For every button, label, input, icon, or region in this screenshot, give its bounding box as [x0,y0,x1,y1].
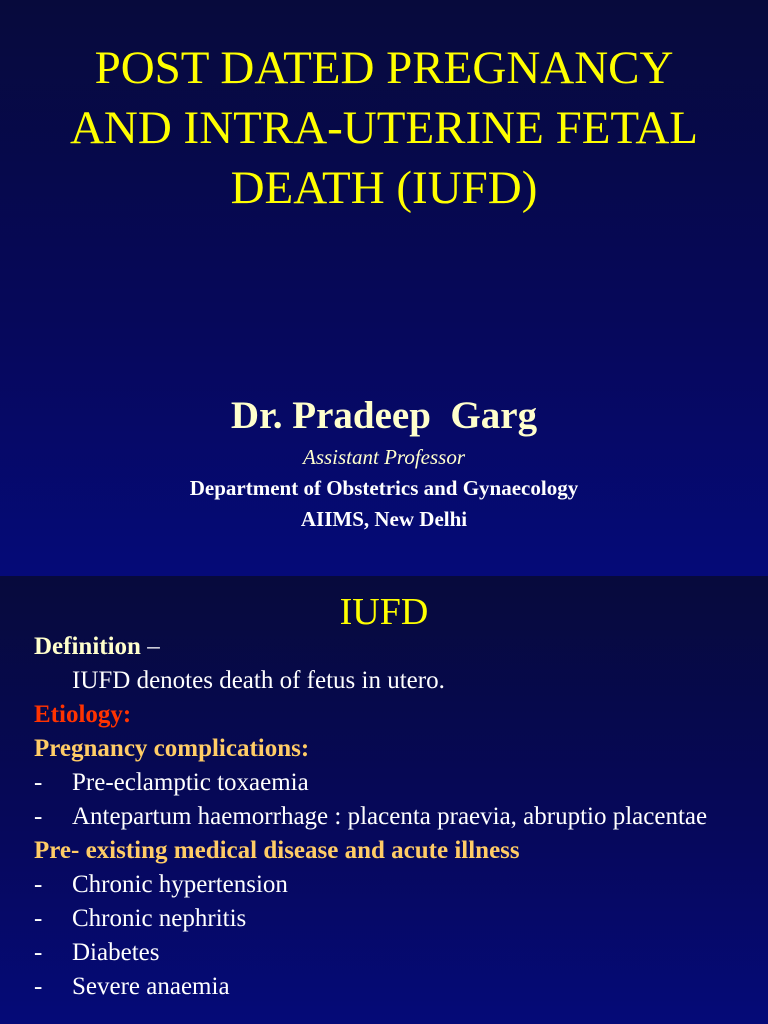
slide-body [34,630,728,1004]
list-item-text: Antepartum haemorrhage : placenta praevia, abruptio placentae [72,803,708,830]
slide-title [0,38,768,218]
definition-text: IUFD denotes death of fetus in utero. [72,667,445,694]
iufd-slide [0,576,768,1024]
list-item [34,868,728,902]
definition-label: Definition [34,633,141,660]
list-item [34,970,728,1004]
title-line-3: DEATH (IUFD) [230,162,538,214]
bullet-dash: - [34,803,43,830]
bullet-dash: - [34,905,43,932]
definition-line [34,630,728,664]
slide-title: IUFD [339,591,429,633]
list-item-text: Pre-eclamptic toxaemia [72,769,309,796]
medical-disease-heading: Pre- existing medical disease and acute illness [34,837,520,864]
department: Department of Obstetrics and Gynaecology [189,476,579,500]
list-item-text: Chronic hypertension [72,871,288,898]
etiology-heading: Etiology: [34,701,132,728]
title-line-2: AND INTRA-UTERINE FETAL [69,102,699,154]
definition-separator: – [140,633,160,660]
institution: AIIMS, New Delhi [300,507,468,531]
list-item-text: Diabetes [72,939,160,966]
author-role: Assistant Professor [303,445,465,469]
list-item [34,902,728,936]
pregnancy-complications-heading: Pregnancy complications: [34,735,310,762]
list-item [34,936,728,970]
bullet-dash: - [34,871,43,898]
bullet-dash: - [34,973,43,1000]
bullet-dash: - [34,939,43,966]
list-item-text: Severe anaemia [72,973,230,1000]
bullet-dash: - [34,769,43,796]
list-item [34,800,728,834]
list-item-text: Chronic nephritis [72,905,247,932]
author-name: Dr. Pradeep Garg [230,394,538,437]
title-line-1: POST DATED PREGNANCY [94,42,674,94]
list-item [34,766,728,800]
